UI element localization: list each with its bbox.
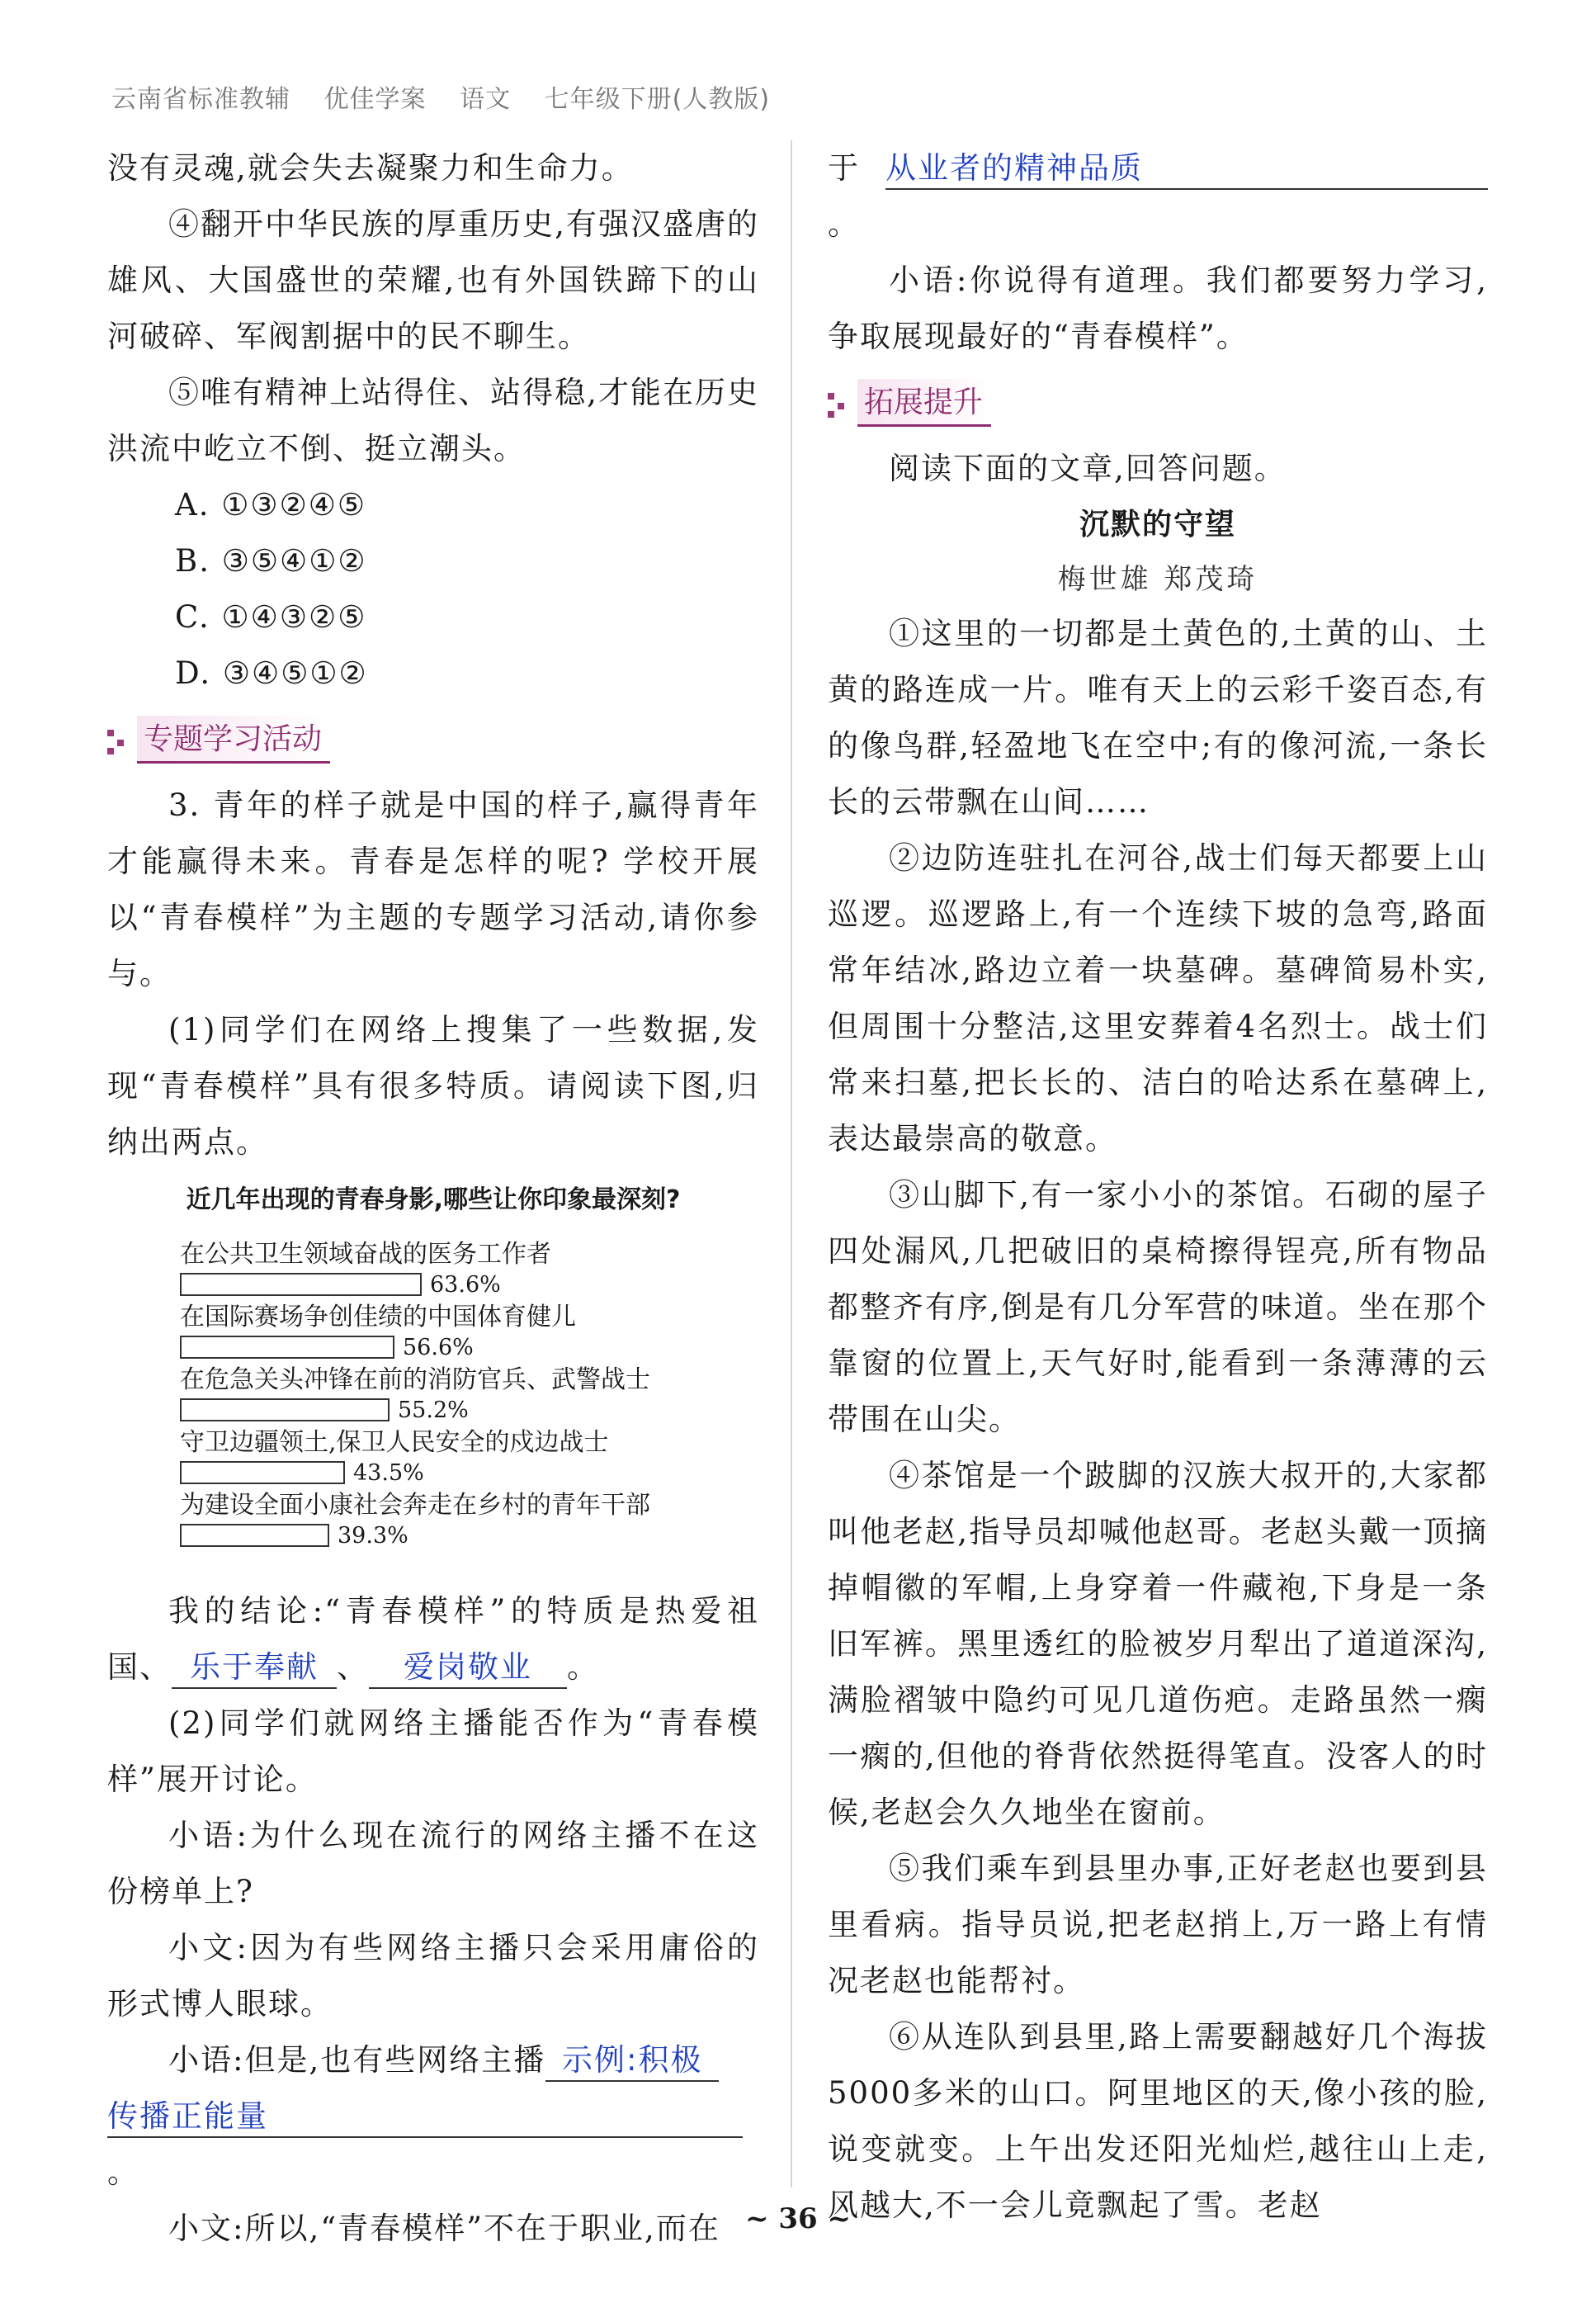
answer-2: 爱岗敬业 bbox=[404, 1649, 532, 1685]
chart-value-label: 63.6% bbox=[430, 1271, 501, 1298]
option-d: D. ③④⑤①② bbox=[175, 655, 368, 691]
answer-blank-1[interactable] bbox=[172, 1648, 337, 1689]
chart-bar-row bbox=[180, 1303, 759, 1365]
dialogue-text: 于 bbox=[828, 150, 885, 186]
conclusion-end: 。 bbox=[567, 1649, 599, 1685]
page-header bbox=[111, 78, 795, 115]
chart-bar bbox=[180, 1398, 390, 1421]
chart-value-label: 43.5% bbox=[353, 1459, 424, 1486]
chart-bar-row bbox=[180, 1365, 759, 1428]
article-paragraph: ④茶馆是一个跛脚的汉族大叔开的,大家都叫他老赵,指导员却喊他赵哥。老赵头戴一顶摘掉帽徽的军帽,上身穿着一件藏袍,下身是一条旧军裤。黑里透红的脸被岁月犁出了道道深沟,满脸褶皱中隐约可见几道伤疤。走路虽然一瘸一瘸的,但他的脊背依然挺得笔直。没客人的时候,老赵会久久地坐在窗前。 bbox=[828, 1458, 1488, 1830]
article-paragraph: ⑥从连队到县里,路上需要翻越好几个海拔5000多米的山口。阿里地区的天,像小孩的脸,说变就变。上午出发还阳光灿烂,越往山上走,风越大,不一会儿竟飘起了雪。老赵 bbox=[828, 2019, 1488, 2223]
dialogue-text: 小语:但是,也有些网络主播 bbox=[168, 2042, 546, 2078]
chart-value-label: 55.2% bbox=[398, 1397, 469, 1423]
page-number: ~ 36 ~ bbox=[745, 2202, 851, 2235]
article-paragraph: ⑤我们乘车到县里办事,正好老赵也要到县里看病。指导员说,把老赵捎上,万一路上有情况老赵也能帮衬。 bbox=[828, 1851, 1488, 1998]
chart-value-label: 56.6% bbox=[403, 1334, 474, 1360]
question-3-1: (1)同学们在网络上搜集了一些数据,发现“青春模样”具有很多特质。请阅读下图,归纳出两点。 bbox=[107, 1012, 759, 1160]
article-title: 沉默的守望 bbox=[1079, 508, 1236, 542]
chart-title: 近几年出现的青春身影,哪些让你印象最深刻? bbox=[186, 1185, 681, 1214]
column-divider bbox=[791, 140, 792, 2187]
article-author: 梅世雄 郑茂琦 bbox=[1057, 563, 1258, 596]
dialogue-end: 。 bbox=[107, 2154, 139, 2190]
answer-blank-3a[interactable] bbox=[545, 2041, 719, 2082]
bar-chart bbox=[107, 1179, 759, 1575]
dialogue-end: 。 bbox=[828, 206, 860, 242]
chart-value-label: 39.3% bbox=[338, 1522, 408, 1549]
conclusion bbox=[107, 1583, 759, 1696]
chart-bar bbox=[180, 1461, 345, 1484]
chart-bar bbox=[180, 1524, 329, 1547]
header-item: 云南省标准教辅 bbox=[111, 85, 290, 114]
article-paragraph: ③山脚下,有一家小小的茶馆。石砌的屋子四处漏风,几把破旧的桌椅擦得锃亮,所有物品都整齐有序,倒是有几分军营的味道。坐在那个靠窗的位置上,天气好时,能看到一条薄薄的云带围在山尖。 bbox=[828, 1177, 1488, 1437]
question-3-2: (2)同学们就网络主播能否作为“青春模样”展开讨论。 bbox=[107, 1705, 759, 1797]
chart-category-label: 在公共卫生领域奋战的医务工作者 bbox=[180, 1240, 551, 1269]
header-item: 语文 bbox=[460, 85, 512, 114]
left-column bbox=[107, 140, 759, 2257]
dialogue-line bbox=[107, 2032, 759, 2088]
answer-4: 从业者的精神品质 bbox=[885, 150, 1143, 186]
chart-category-label: 在危急关头冲锋在前的消防官兵、武警战士 bbox=[180, 1365, 650, 1394]
chart-bar-row bbox=[180, 1491, 759, 1554]
article-paragraph: ①这里的一切都是土黄色的,土黄的山、土黄的路连成一片。唯有天上的云彩千姿百态,有的像鸟群,轻盈地飞在空中;有的像河流,一条长长的云带飘在山间…… bbox=[828, 616, 1488, 820]
chart-bar-row bbox=[180, 1428, 759, 1491]
section-heading bbox=[824, 370, 1488, 436]
dialogue-line: 小语:为什么现在流行的网络主播不在这份榜单上? bbox=[107, 1818, 759, 1909]
option-c: C. ①④③②⑤ bbox=[175, 599, 367, 635]
question-3: 3. 青年的样子就是中国的样子,赢得青年才能赢得未来。青春是怎样的呢? 学校开展以“青春模样”为主题的专题学习活动,请你参与。 bbox=[107, 787, 759, 991]
header-item: 七年级下册(人教版) bbox=[544, 85, 771, 114]
answer-blank-3b[interactable] bbox=[107, 2097, 743, 2138]
chart-category-label: 为建设全面小康社会奔走在乡村的青年干部 bbox=[180, 1491, 650, 1520]
article-paragraph: ②边防连驻扎在河谷,战士们每天都要上山巡逻。巡逻路上,有一个连续下坡的急弯,路面常年结冰,路边立着一块墓碑。墓碑简易朴实,但周围十分整洁,这里安葬着4名烈士。战士们常来扫墓,把长长的、洁白的哈达系在墓碑上,表达最崇高的敬意。 bbox=[828, 840, 1488, 1156]
answer-blank-2[interactable] bbox=[369, 1648, 567, 1689]
answer-1: 乐于奉献 bbox=[190, 1649, 319, 1685]
paragraph: ⑤唯有精神上站得住、站得稳,才能在历史洪流中屹立不倒、挺立潮头。 bbox=[107, 375, 759, 466]
reading-intro: 阅读下面的文章,回答问题。 bbox=[889, 451, 1287, 486]
option-b: B. ③⑤④①② bbox=[175, 543, 367, 579]
chart-bar bbox=[180, 1273, 422, 1296]
dialogue-line-cont bbox=[107, 2088, 759, 2201]
paragraph: ④翻开中华民族的厚重历史,有强汉盛唐的雄风、大国盛世的荣耀,也有外国铁蹄下的山河破碎、军阀割据中的民不聊生。 bbox=[107, 206, 759, 354]
conclusion-sep: 、 bbox=[337, 1649, 369, 1685]
conclusion-text: 我的结论:“青春模样”的特质是热爱祖国、 bbox=[107, 1593, 759, 1685]
dialogue-line: 小语:你说得有道理。我们都要努力学习,争取展现最好的“青春模样”。 bbox=[828, 262, 1488, 354]
answer-3b: 传播正能量 bbox=[107, 2098, 268, 2134]
option-a: A. ①③②④⑤ bbox=[175, 487, 367, 523]
section-title: 拓展提升 bbox=[857, 379, 991, 427]
section-marker-icon bbox=[824, 386, 848, 419]
chart-bar-row bbox=[180, 1240, 759, 1303]
right-column bbox=[828, 140, 1488, 2234]
dialogue-line: 小文:因为有些网络主播只会采用庸俗的形式博人眼球。 bbox=[107, 1930, 759, 2022]
dialogue-line: 小文:所以,“青春模样”不在于职业,而在 bbox=[168, 2211, 720, 2246]
chart-category-label: 在国际赛场争创佳绩的中国体育健儿 bbox=[180, 1303, 576, 1331]
answer-3a: 示例:积极 bbox=[562, 2042, 703, 2078]
chart-bar bbox=[180, 1336, 394, 1359]
dialogue-line bbox=[828, 140, 1488, 253]
section-title: 专题学习活动 bbox=[137, 716, 330, 764]
header-item: 优佳学案 bbox=[323, 85, 427, 114]
paragraph: 没有灵魂,就会失去凝聚力和生命力。 bbox=[107, 150, 634, 186]
answer-blank-4[interactable] bbox=[885, 149, 1488, 190]
section-marker-icon bbox=[104, 723, 127, 756]
chart-category-label: 守卫边疆领土,保卫人民安全的戍边战士 bbox=[180, 1428, 609, 1457]
section-heading bbox=[104, 707, 759, 773]
